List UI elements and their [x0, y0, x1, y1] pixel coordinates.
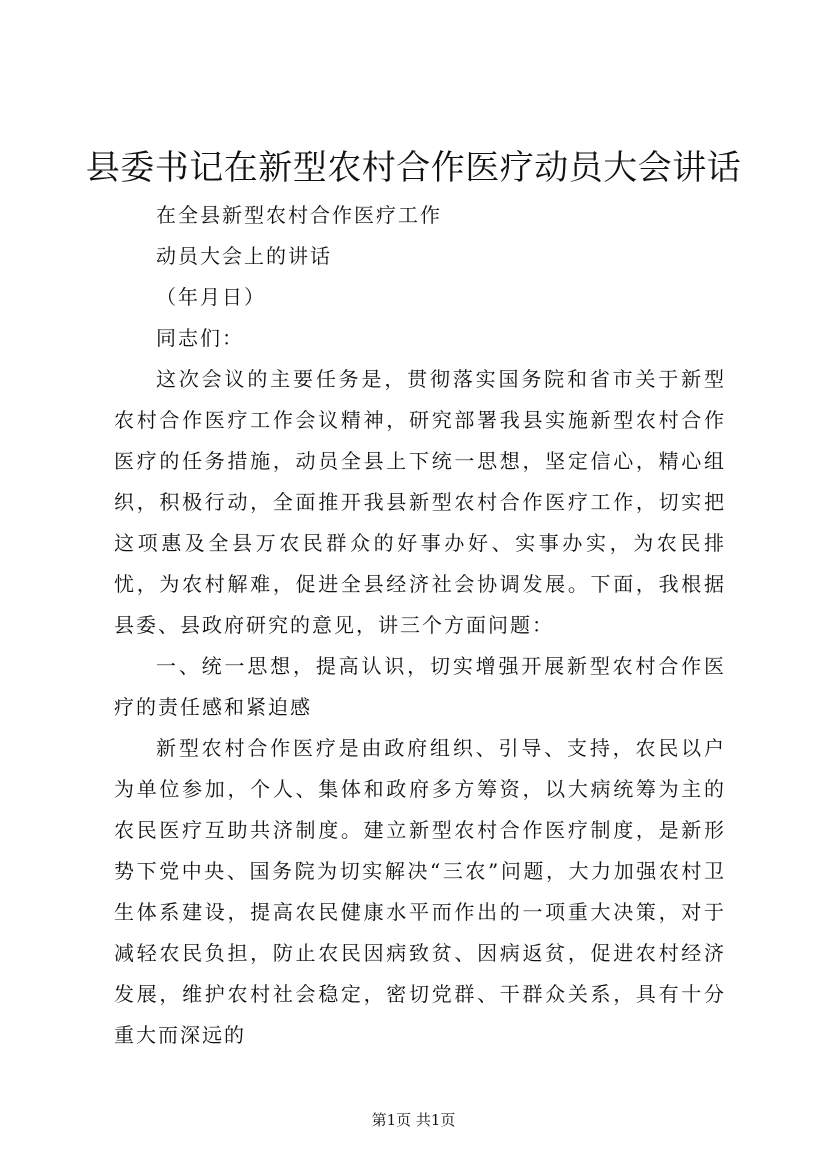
section-heading-1: 一、统一思想，提高认识，切实增强开展新型农村合作医疗的责任感和紧迫感: [114, 654, 726, 719]
date-line: （年月日）: [156, 285, 266, 309]
document-title: 县委书记在新型农村合作医疗动员大会讲话: [85, 148, 742, 188]
document-body: [114, 195, 726, 1056]
intro-paragraph: 这次会议的主要任务是，贯彻落实国务院和省市关于新型农村合作医疗工作会议精神，研究部署我县实施新型农村合作医疗的任务措施，动员全县上下统一思想，坚定信心，精心组织，积极行动，全面推开我县新型农村合作医疗工作，切实把这项惠及全县万农民群众的好事办好、实事办实，为农民排忧，为农村解难，促进全县经济社会协调发展。下面，我根据县委、县政府研究的意见，讲三个方面问题：: [114, 367, 726, 637]
salutation: 同志们：: [156, 326, 244, 350]
page-number: 第1页 共1页: [371, 1111, 456, 1129]
body-paragraph: 新型农村合作医疗是由政府组织、引导、支持，农民以户为单位参加，个人、集体和政府多方筹资，以大病统筹为主的农民医疗互助共济制度。建立新型农村合作医疗制度，是新形势下党中央、国务院为切实解决“三农”问题，大力加强农村卫生体系建设，提高农民健康水平而作出的一项重大决策，对于减轻农民负担，防止农民因病致贫、因病返贫，促进农村经济发展，维护农村社会稳定，密切党群、干群众关系，具有十分重大而深远的: [114, 736, 726, 1047]
subtitle-line-2: 动员大会上的讲话: [156, 244, 332, 268]
subtitle-line-1: 在全县新型农村合作医疗工作: [156, 203, 442, 227]
